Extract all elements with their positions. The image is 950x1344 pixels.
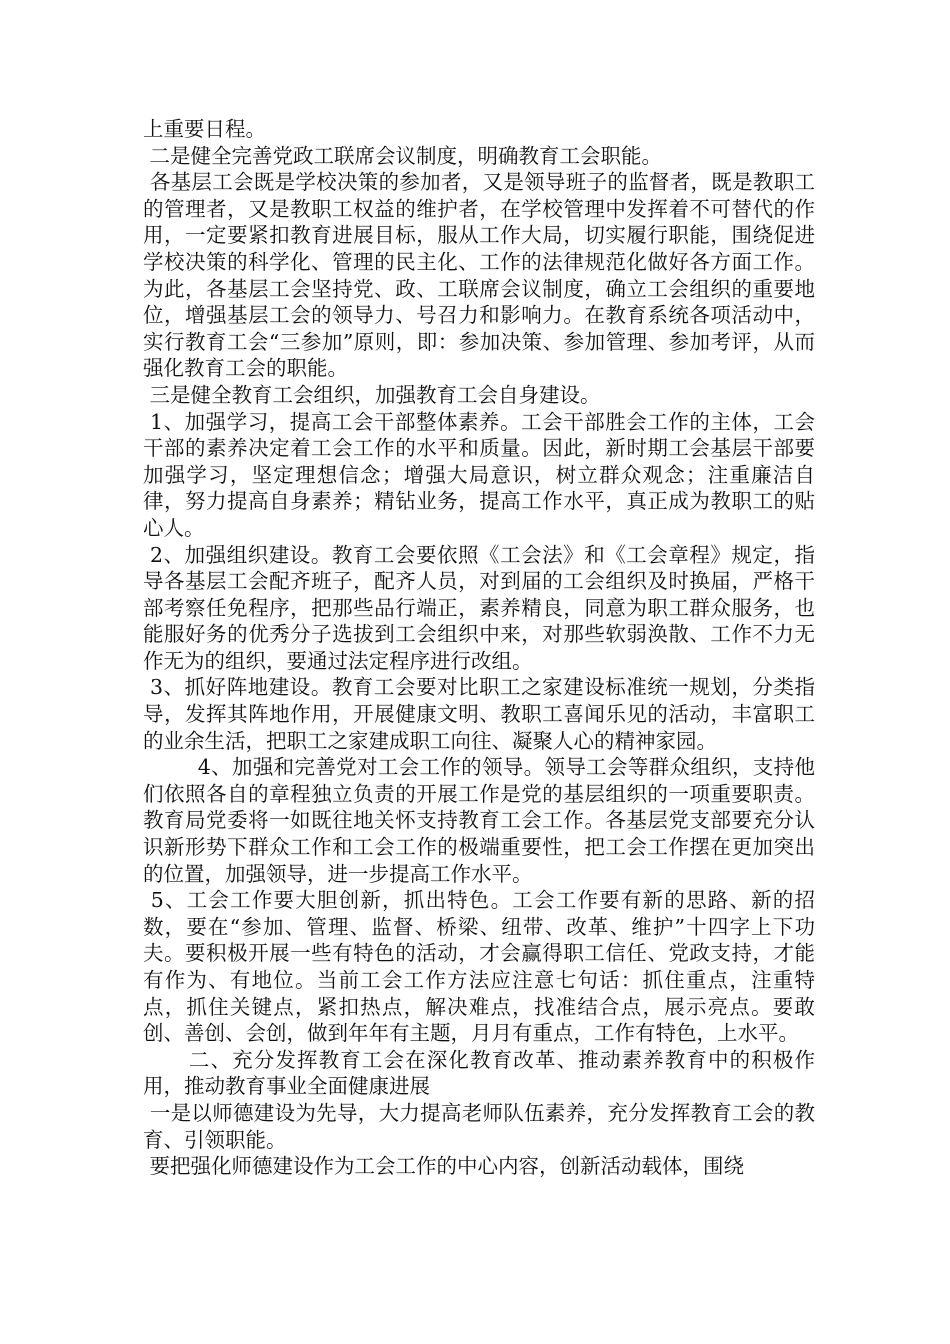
paragraph-5: 1、加强学习，提高工会干部整体素养。工会干部胜会工作的主体，工会干部的素养决定着工会工作的水平和质量。因此，新时期工会基层干部要加强学习，坚定理想信念；增强大局意识，树立群众观念；注重廉洁自律，努力提高自身素养；精钻业务，提高工作水平，真正成为教职工的贴心人。 (143, 409, 815, 540)
document-body (143, 116, 815, 1180)
paragraph-3: 各基层工会既是学校决策的参加者，又是领导班子的监督者，既是教职工的管理者，又是教职工权益的维护者，在学校管理中发挥着不可替代的作用，一定要紧扣教育进展目标，服从工作大局，切实履行职能，围绕促进学校决策的科学化、管理的民主化、工作的法律规范化做好各方面工作。为此，各基层工会坚持党、政、工联席会议制度，确立工会组织的重要地位，增强基层工会的领导力、号召力和影响力。在教育系统各项活动中，实行教育工会“三参加”原则，即：参加决策、参加管理、参加考评，从而强化教育工会的职能。 (143, 170, 815, 381)
paragraph-2: 二是健全完善党政工联席会议制度，明确教育工会职能。 (143, 143, 663, 168)
paragraph-6: 2、加强组织建设。教育工会要依照《工会法》和《工会章程》规定，指导各基层工会配齐班子，配齐人员，对到届的工会组织及时换届，严格干部考察任免程序，把那些品行端正，素养精良，同意为职工群众服务，也能服好务的优秀分子选拔到工会组织中来，对那些软弱涣散、工作不力无作无为的组织，要通过法定程序进行改组。 (143, 542, 815, 673)
paragraph-12: 要把强化师德建设作为工会工作的中心内容，创新活动载体，围绕 (143, 1154, 745, 1179)
paragraph-1: 上重要日程。 (143, 117, 266, 141)
paragraph-8: 4、加强和完善党对工会工作的领导。领导工会等群众组织，支持他们依照各自的章程独立负责的开展工作是党的基层组织的一项重要职责。教育局党委将一如既往地关怀支持教育工会工作。各基层党支部要充分认识新形势下群众工作和工会工作的极端重要性，把工会工作摆在更加突出的位置，加强领导，进一步提高工作水平。 (143, 755, 815, 886)
paragraph-10: 二、充分发挥教育工会在深化教育改革、推动素养教育中的积极作用，推动教育事业全面健康进展 (143, 1047, 815, 1099)
paragraph-4: 三是健全教育工会组织，加强教育工会自身建设。 (143, 382, 601, 407)
paragraph-11: 一是以师德建设为先导，大力提高老师队伍素养，充分发挥教育工会的教育、引领职能。 (143, 1100, 815, 1152)
paragraph-9: 5、工会工作要大胆创新，抓出特色。工会工作要有新的思路、新的招数，要在“参加、管理、监督、桥梁、纽带、改革、维护”十四字上下功夫。要积极开展一些有特色的活动，才会赢得职工信任、党政支持，才能有作为、有地位。当前工会工作方法应注意七句话：抓住重点，注重特点，抓住关键点，紧扣热点，解决难点，找准结合点，展示亮点。要敢创、善创、会创，做到年年有主题，月月有重点，工作有特色，上水平。 (143, 888, 815, 1046)
paragraph-7: 3、抓好阵地建设。教育工会要对比职工之家建设标准统一规划，分类指导，发挥其阵地作用，开展健康文明、教职工喜闻乐见的活动，丰富职工的业余生活，把职工之家建成职工向往、凝聚人心的精神家园。 (143, 675, 815, 753)
